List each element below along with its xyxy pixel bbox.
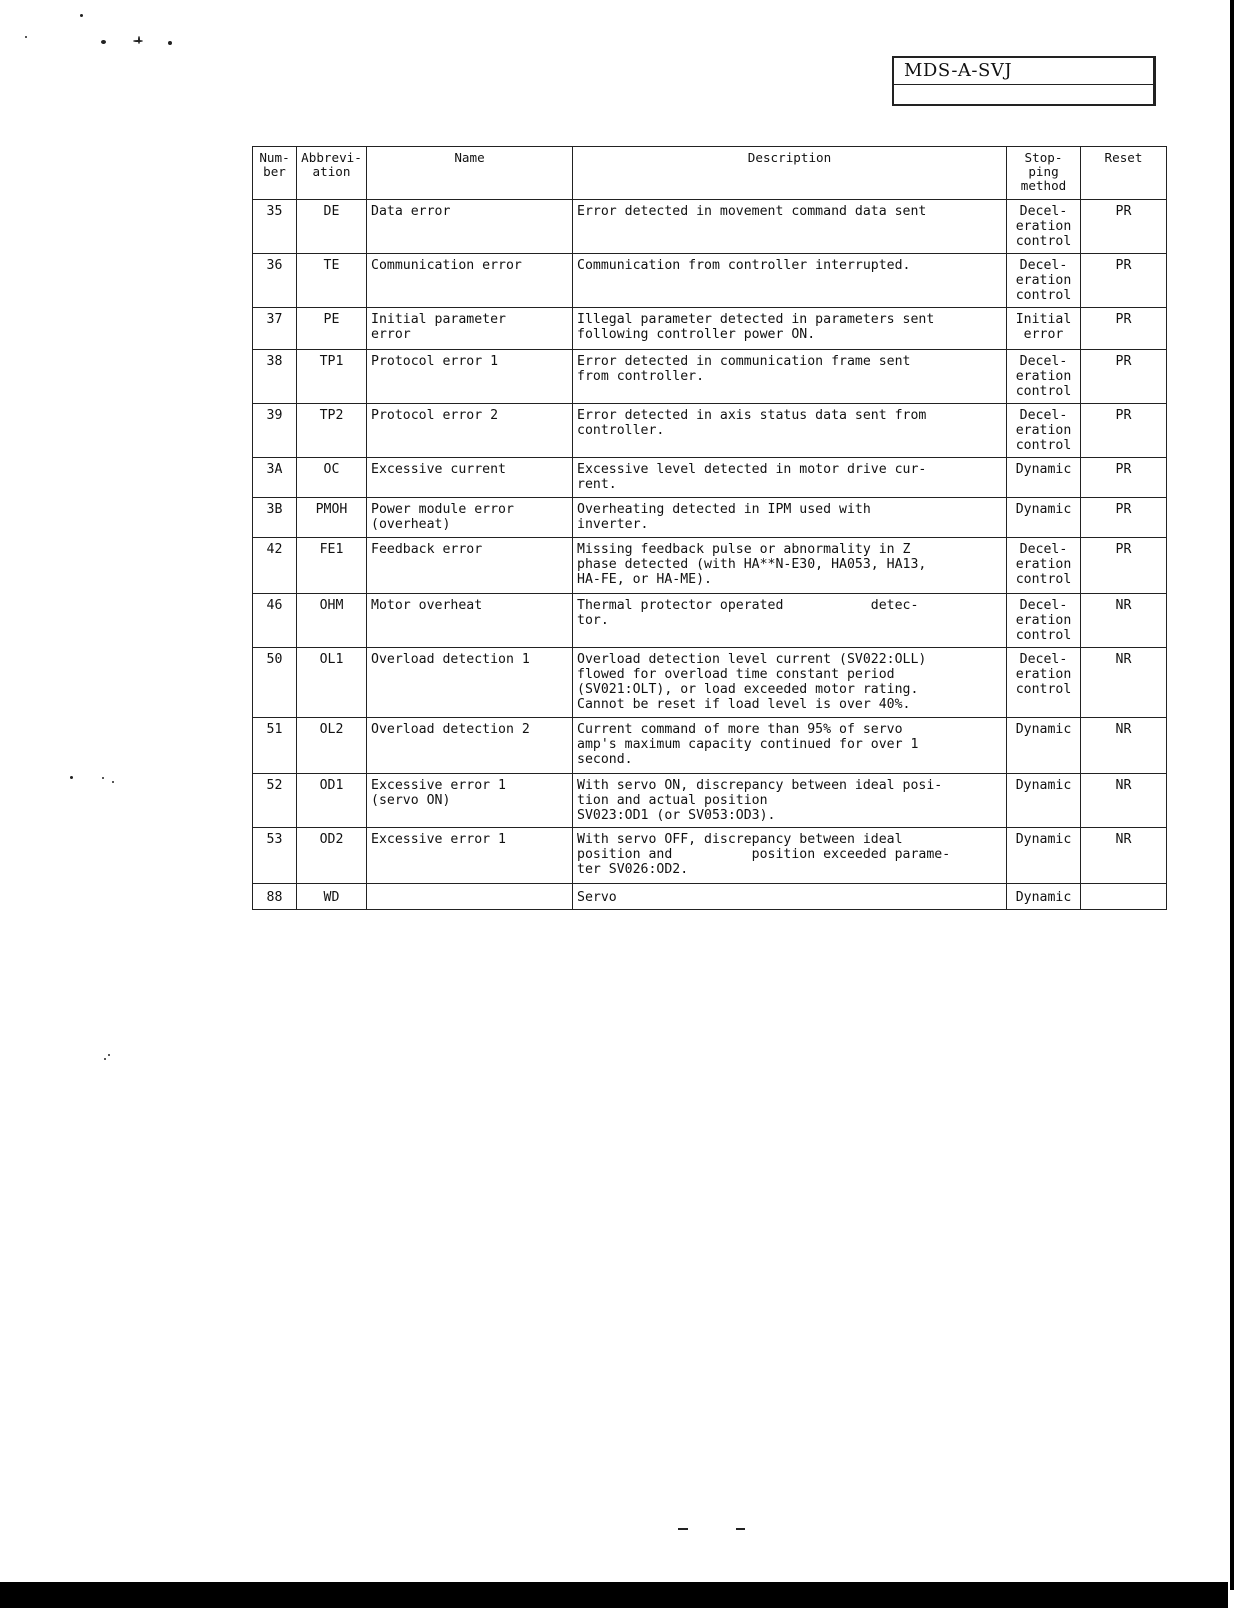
header-reset: Reset <box>1081 147 1167 200</box>
cell-name: Data error <box>367 200 573 254</box>
cell-reset: PR <box>1081 254 1167 308</box>
alarm-table <box>252 146 1167 910</box>
cell-stopping-method: Dynamic <box>1007 774 1081 828</box>
table-row <box>253 718 1167 774</box>
cell-number: 53 <box>253 828 297 884</box>
cell-abbreviation: OD2 <box>297 828 367 884</box>
cell-number: 35 <box>253 200 297 254</box>
table-row <box>253 774 1167 828</box>
cell-name: Protocol error 1 <box>367 350 573 404</box>
cell-reset: PR <box>1081 200 1167 254</box>
header-abbreviation: Abbrevi- ation <box>297 147 367 200</box>
table-row <box>253 498 1167 538</box>
cell-abbreviation: TP1 <box>297 350 367 404</box>
cell-description: Error detected in movement command data sent <box>573 200 1007 254</box>
cell-abbreviation: DE <box>297 200 367 254</box>
cell-reset: NR <box>1081 718 1167 774</box>
cell-stopping-method: Decel- eration control <box>1007 648 1081 718</box>
table-row <box>253 404 1167 458</box>
cell-name: Excessive current <box>367 458 573 498</box>
cell-reset <box>1081 884 1167 910</box>
cell-number: 37 <box>253 308 297 350</box>
cell-stopping-method: Decel- eration control <box>1007 594 1081 648</box>
table-row <box>253 458 1167 498</box>
cell-reset: NR <box>1081 594 1167 648</box>
cell-stopping-method: Decel- eration control <box>1007 404 1081 458</box>
cell-abbreviation: OHM <box>297 594 367 648</box>
header-name: Name <box>367 147 573 200</box>
cell-number: 46 <box>253 594 297 648</box>
cell-abbreviation: TP2 <box>297 404 367 458</box>
cell-abbreviation: OL1 <box>297 648 367 718</box>
cell-number: 52 <box>253 774 297 828</box>
page-mark-dash <box>678 1528 688 1530</box>
cell-stopping-method: Dynamic <box>1007 828 1081 884</box>
document-id-box-divider <box>894 84 1153 85</box>
cell-number: 38 <box>253 350 297 404</box>
cell-stopping-method: Initial error <box>1007 308 1081 350</box>
cell-name: Overload detection 1 <box>367 648 573 718</box>
cell-abbreviation: OD1 <box>297 774 367 828</box>
cell-number: 42 <box>253 538 297 594</box>
cell-abbreviation: TE <box>297 254 367 308</box>
cell-number: 3B <box>253 498 297 538</box>
cell-stopping-method: Decel- eration control <box>1007 254 1081 308</box>
cell-abbreviation: OL2 <box>297 718 367 774</box>
cell-stopping-method: Decel- eration control <box>1007 538 1081 594</box>
right-edge-rule <box>1230 0 1234 1590</box>
table-row <box>253 350 1167 404</box>
cell-description: Error detected in communication frame sent from controller. <box>573 350 1007 404</box>
cell-description: Thermal protector operated detec- tor. <box>573 594 1007 648</box>
cell-description: Error detected in axis status data sent from controller. <box>573 404 1007 458</box>
cell-reset: PR <box>1081 350 1167 404</box>
header-stopping-method: Stop- ping method <box>1007 147 1081 200</box>
cell-description: Illegal parameter detected in parameters sent following controller power ON. <box>573 308 1007 350</box>
cell-description: Missing feedback pulse or abnormality in Z phase detected (with HA**N-E30, HA053, HA13, HA-FE, or HA-ME). <box>573 538 1007 594</box>
document-id-box <box>892 56 1156 106</box>
cell-abbreviation: PMOH <box>297 498 367 538</box>
cell-abbreviation: FE1 <box>297 538 367 594</box>
cell-number: 88 <box>253 884 297 910</box>
cell-number: 39 <box>253 404 297 458</box>
cell-abbreviation: PE <box>297 308 367 350</box>
table-row <box>253 254 1167 308</box>
cell-stopping-method: Dynamic <box>1007 458 1081 498</box>
table-row <box>253 308 1167 350</box>
table-row <box>253 200 1167 254</box>
cell-description: Communication from controller interrupted. <box>573 254 1007 308</box>
cell-reset: PR <box>1081 458 1167 498</box>
cell-abbreviation: WD <box>297 884 367 910</box>
cell-reset: PR <box>1081 308 1167 350</box>
cell-name: Excessive error 1 (servo ON) <box>367 774 573 828</box>
cell-stopping-method: Decel- eration control <box>1007 350 1081 404</box>
table-header-row <box>253 147 1167 200</box>
cell-reset: PR <box>1081 404 1167 458</box>
cell-description: With servo OFF, discrepancy between ideal position and position exceeded parame- ter SV026:OD2. <box>573 828 1007 884</box>
cell-name: Power module error (overheat) <box>367 498 573 538</box>
cell-abbreviation: OC <box>297 458 367 498</box>
cell-name: Communication error <box>367 254 573 308</box>
cell-name: Motor overheat <box>367 594 573 648</box>
document-id: MDS-A-SVJ <box>904 60 1013 81</box>
cell-reset: PR <box>1081 498 1167 538</box>
cell-stopping-method: Dynamic <box>1007 884 1081 910</box>
cell-stopping-method: Dynamic <box>1007 718 1081 774</box>
cell-stopping-method: Dynamic <box>1007 498 1081 538</box>
cell-name: Feedback error <box>367 538 573 594</box>
cell-name: Protocol error 2 <box>367 404 573 458</box>
cell-number: 3A <box>253 458 297 498</box>
cell-description: Overload detection level current (SV022:OLL) flowed for overload time constant period (SV021:OLT), or load exceeded motor rating. Cannot be reset if load level is over 40%. <box>573 648 1007 718</box>
cell-stopping-method: Decel- eration control <box>1007 200 1081 254</box>
cell-number: 36 <box>253 254 297 308</box>
cell-reset: NR <box>1081 648 1167 718</box>
cell-reset: PR <box>1081 538 1167 594</box>
cell-name: Initial parameter error <box>367 308 573 350</box>
cell-name: Overload detection 2 <box>367 718 573 774</box>
cell-number: 51 <box>253 718 297 774</box>
table-row <box>253 884 1167 910</box>
cell-description: Current command of more than 95% of servo amp's maximum capacity continued for over 1 second. <box>573 718 1007 774</box>
bottom-scan-bar <box>0 1582 1228 1608</box>
table-row <box>253 538 1167 594</box>
cell-name: Excessive error 1 <box>367 828 573 884</box>
cell-description: Overheating detected in IPM used with inverter. <box>573 498 1007 538</box>
header-description: Description <box>573 147 1007 200</box>
cell-number: 50 <box>253 648 297 718</box>
cell-description: Servo <box>573 884 1007 910</box>
table-row <box>253 648 1167 718</box>
page-mark-dash <box>736 1528 745 1530</box>
table-row <box>253 594 1167 648</box>
table-row <box>253 828 1167 884</box>
cell-reset: NR <box>1081 828 1167 884</box>
header-number: Num- ber <box>253 147 297 200</box>
cell-description: Excessive level detected in motor drive cur- rent. <box>573 458 1007 498</box>
cell-name <box>367 884 573 910</box>
cell-description: With servo ON, discrepancy between ideal posi- tion and actual position SV023:OD1 (or SV053:OD3). <box>573 774 1007 828</box>
cell-reset: NR <box>1081 774 1167 828</box>
